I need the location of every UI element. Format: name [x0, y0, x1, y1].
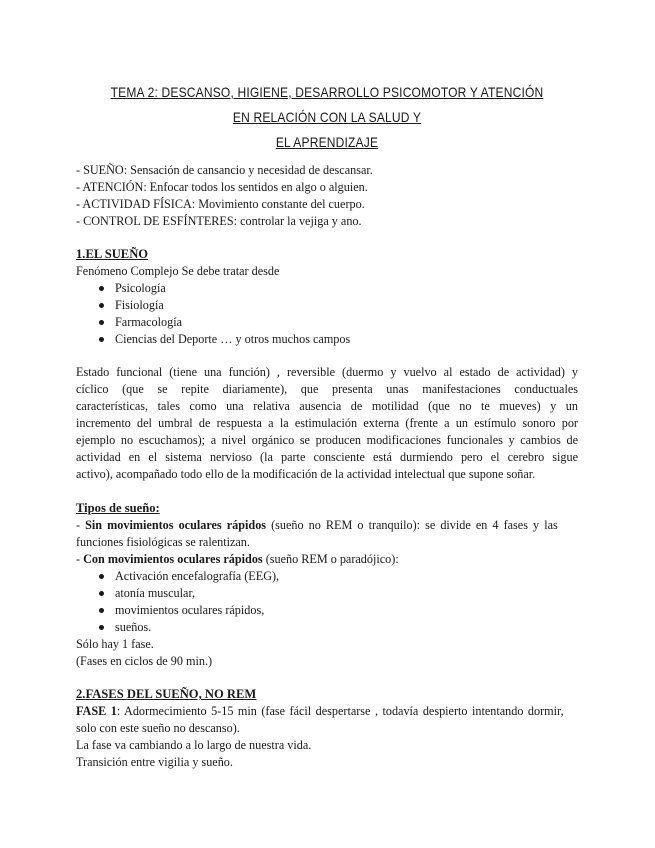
phase-1-description: : Adormecimiento 5-15 min (fase fácil despertarse , todavía despierto intentando dormir, [116, 704, 564, 718]
list-item: sueños. [76, 619, 578, 636]
definition-control-esfinteres: - CONTROL DE ESFÍNTERES: controlar la vejiga y ano. [76, 214, 362, 228]
rem-note-phases: Sólo hay 1 fase. [76, 637, 154, 651]
section-el-sueno [76, 246, 578, 348]
nrem-prefix: - [76, 518, 86, 532]
paragraph-line: incremento del umbral de respuesta a la estimulación externa (frente a un estímulo sonoro por [76, 416, 578, 430]
phase-1-line [76, 703, 578, 720]
title-line-1: TEMA 2: DESCANSO, HIGIENE, DESARROLLO PSICOMOTOR Y ATENCIÓN EN RELACIÓN CON LA SALUD Y [110, 84, 544, 125]
fields-list [76, 280, 578, 348]
paragraph-line: Estado funcional (tiene una función) , reversible (duermo y vuelvo al estado de actividad) y [76, 365, 578, 379]
phase-1-line-3: La fase va cambiando a lo largo de nuestra vida. [76, 738, 312, 752]
section-heading-el-sueno: 1.EL SUEÑO [76, 247, 149, 261]
list-item: Activación encefalografía (EEG), [76, 568, 578, 585]
definition-actividad-fisica: - ACTIVIDAD FÍSICA: Movimiento constante del cuerpo. [76, 197, 365, 211]
nrem-line-2: funciones fisiológicas se ralentizan. [76, 535, 250, 549]
paragraph-line: actividad en el sistema nervioso (la parte consciente está durmiendo pero el cerebro sigue [76, 450, 578, 464]
list-item: Farmacología [76, 314, 578, 331]
rem-prefix: - [76, 552, 84, 566]
definition-atencion: - ATENCIÓN: Enfocar todos los sentidos en algo o alguien. [76, 180, 368, 194]
phase-1-line-4: Transición entre vigilia y sueño. [76, 755, 233, 769]
document-title [108, 80, 547, 155]
rem-features-list [76, 568, 578, 636]
paragraph-line: características, tales como una relativa ausencia de motilidad (que no te mueves) y un [76, 399, 578, 413]
definitions-list [76, 162, 578, 230]
section-intro: Fenómeno Complejo Se debe tratar desde [76, 264, 280, 278]
phase-1-label: FASE 1 [76, 704, 117, 718]
paragraph-line: activo), acompañado todo ello de la modificación de la actividad intelectual que supone soñar. [76, 467, 536, 481]
nrem-line [76, 517, 578, 534]
section-heading-fases: 2.FASES DEL SUEÑO, NO REM [76, 687, 257, 701]
rem-description: (sueño REM o paradójico): [262, 552, 399, 566]
nrem-description: (sueño no REM o tranquilo): se divide en 4 fases y las [266, 518, 558, 532]
subheading-tipos-de-sueno: Tipos de sueño: [76, 501, 160, 515]
nrem-bold-term: Sin movimientos oculares rápidos [85, 518, 267, 532]
rem-line [76, 551, 578, 568]
rem-bold-term: Con movimientos oculares rápidos [83, 552, 263, 566]
phase-1-line-2: solo con este sueño no descanso). [76, 721, 240, 735]
paragraph-line: ejemplo no escuchamos); a nivel orgánico se producen modificaciones funcionales y cambios de [76, 433, 578, 447]
list-item: Fisiología [76, 297, 578, 314]
section-fases-del-sueno [76, 686, 578, 771]
list-item: Ciencias del Deporte … y otros muchos campos [76, 331, 578, 348]
list-item: movimientos oculares rápidos, [76, 602, 578, 619]
rem-note-cycles: (Fases en ciclos de 90 min.) [76, 654, 213, 668]
definition-paragraph [76, 364, 578, 483]
paragraph-line: cíclico (que se repite diariamente), que presenta unas manifestaciones conductuales [76, 382, 578, 396]
section-tipos-de-sueno [76, 500, 578, 670]
list-item: atonía muscular, [76, 585, 578, 602]
definition-sueno: - SUEÑO: Sensación de cansancio y necesidad de descansar. [76, 163, 373, 177]
list-item: Psicología [76, 280, 578, 297]
title-line-2: EL APRENDIZAJE [275, 134, 379, 150]
